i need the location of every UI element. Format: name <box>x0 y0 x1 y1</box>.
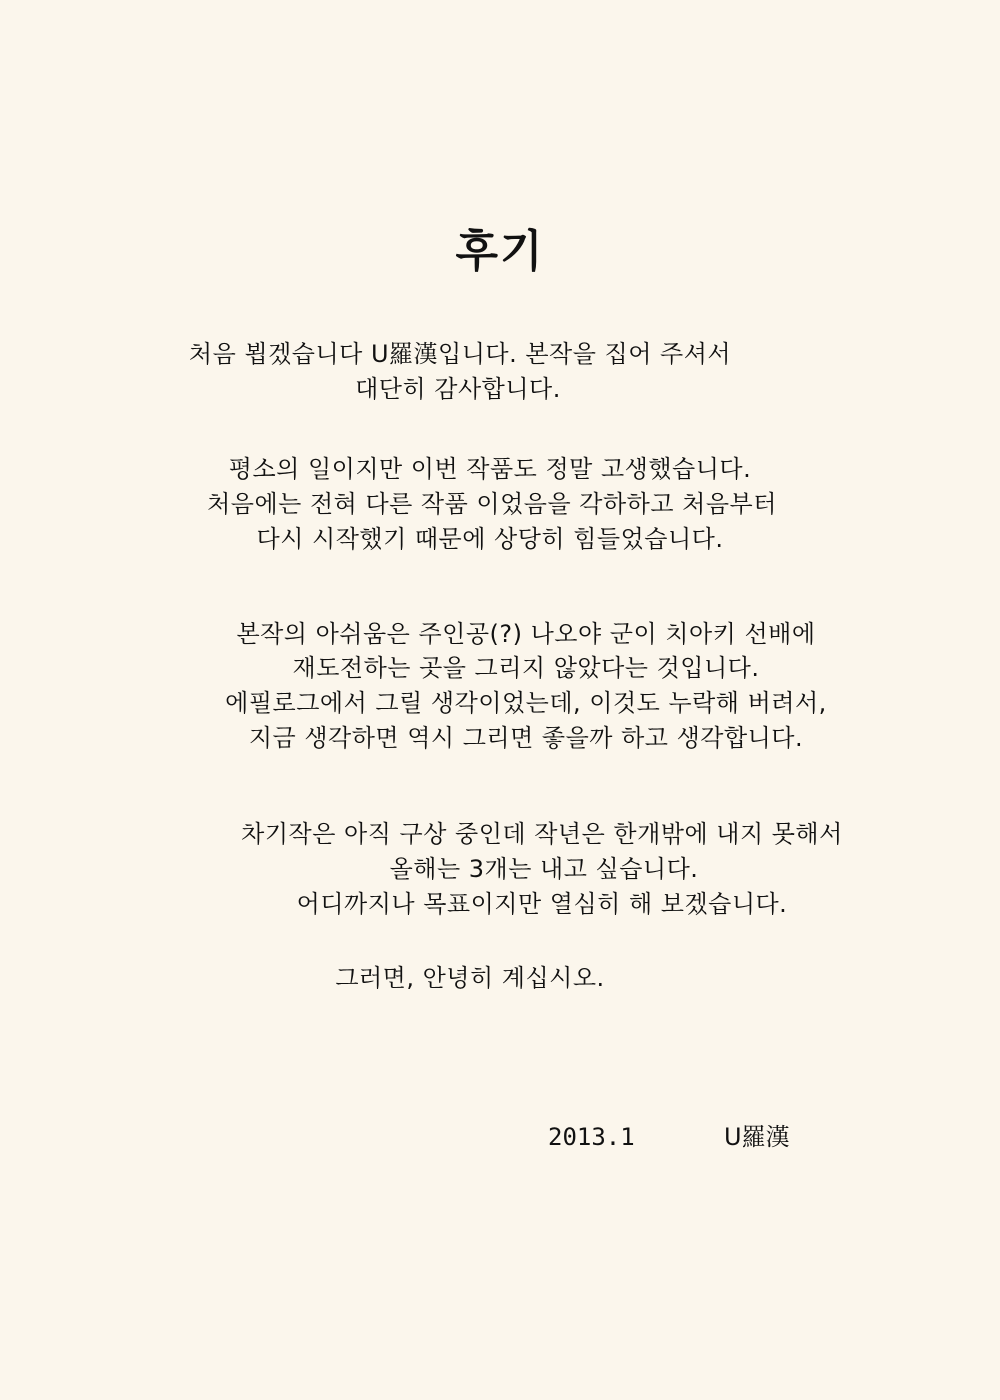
page-title: 후기 <box>455 226 545 277</box>
signature-date: 2013.1 <box>548 1123 635 1151</box>
text-line: 어디까지나 목표이지만 열심히 해 보겠습니다. <box>296 890 788 918</box>
text-line: 본작의 아쉬움은 주인공(?) 나오야 군이 치아키 선배에 <box>236 620 816 648</box>
signature-author: U羅漢 <box>724 1123 790 1151</box>
text-line: 처음 뵙겠습니다 U羅漢입니다. 본작을 집어 주셔서 <box>188 340 732 368</box>
text-line: 평소의 일이지만 이번 작품도 정말 고생했습니다. <box>228 455 752 483</box>
text-line: 차기작은 아직 구상 중인데 작년은 한개밖에 내지 못해서 <box>241 820 843 848</box>
text-line: 다시 시작했기 때문에 상당히 힘들었습니다. <box>256 525 724 553</box>
text-line: 그러면, 안녕히 계십시오. <box>335 964 605 992</box>
text-line: 처음에는 전혀 다른 작품 이었음을 각하하고 처음부터 <box>207 490 777 518</box>
text-line: 에필로그에서 그릴 생각이었는데, 이것도 누락해 버려서, <box>225 689 827 717</box>
text-line: 올해는 3개는 내고 싶습니다. <box>389 855 699 883</box>
text-line: 지금 생각하면 역시 그리면 좋을까 하고 생각합니다. <box>248 724 804 752</box>
text-line: 재도전하는 곳을 그리지 않았다는 것입니다. <box>292 654 760 682</box>
text-line: 대단히 감사합니다. <box>355 375 561 403</box>
signature <box>548 1120 790 1154</box>
